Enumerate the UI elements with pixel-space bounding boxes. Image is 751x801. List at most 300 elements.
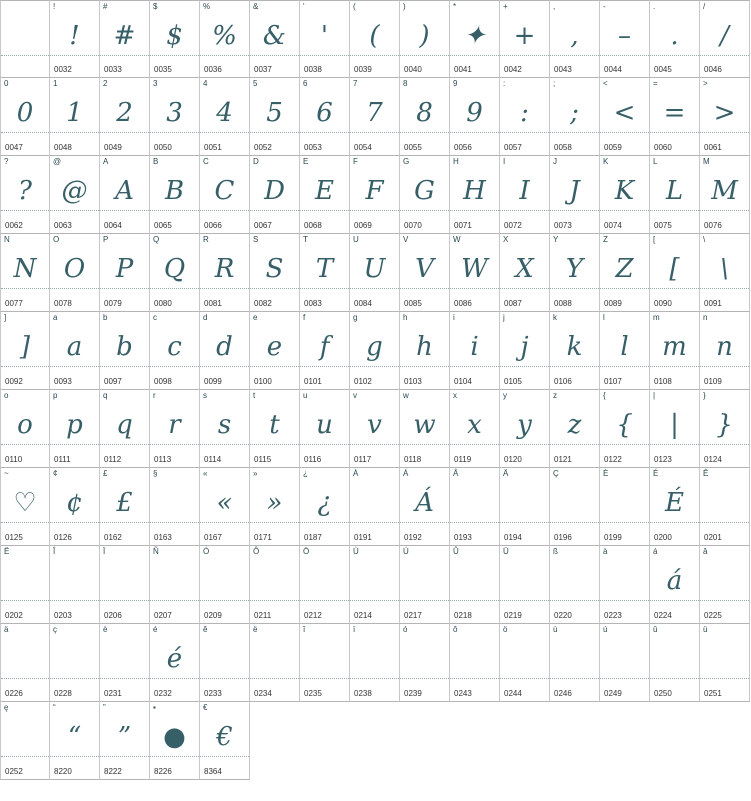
character-code: 0249 — [604, 689, 622, 698]
character-cell[interactable] — [500, 468, 550, 546]
character-label: Â — [453, 469, 459, 478]
character-label: ó — [403, 625, 408, 634]
character-cell[interactable] — [700, 624, 750, 702]
baseline-guide — [200, 288, 249, 289]
character-cell[interactable] — [550, 624, 600, 702]
character-code: 0066 — [204, 221, 222, 230]
character-label: â — [703, 547, 708, 556]
character-cell[interactable] — [400, 156, 450, 234]
character-label: . — [653, 2, 656, 11]
character-label: È — [603, 469, 609, 478]
character-code: 0058 — [554, 143, 572, 152]
character-cell[interactable] — [450, 468, 500, 546]
character-cell[interactable] — [50, 390, 100, 468]
character-cell[interactable] — [600, 78, 650, 156]
character-code: 0038 — [304, 65, 322, 74]
character-cell[interactable] — [200, 156, 250, 234]
character-glyph: Á — [415, 488, 434, 518]
character-cell[interactable] — [250, 624, 300, 702]
character-label: Z — [603, 235, 608, 244]
character-cell[interactable] — [150, 390, 200, 468]
character-cell[interactable] — [500, 234, 550, 312]
character-cell[interactable] — [700, 0, 750, 78]
character-glyph: 0 — [16, 98, 34, 128]
character-cell[interactable] — [300, 0, 350, 78]
character-glyph: | — [670, 410, 679, 440]
character-cell[interactable] — [0, 312, 50, 390]
character-code: 0105 — [504, 377, 522, 386]
character-cell[interactable] — [100, 624, 150, 702]
character-cell[interactable] — [100, 390, 150, 468]
character-code: 0206 — [104, 611, 122, 620]
character-cell[interactable] — [300, 624, 350, 702]
character-cell[interactable] — [150, 234, 200, 312]
character-cell[interactable] — [200, 624, 250, 702]
character-cell[interactable] — [400, 546, 450, 624]
baseline-guide — [100, 756, 149, 757]
character-code: 0201 — [704, 533, 722, 542]
character-cell[interactable] — [550, 546, 600, 624]
character-code: 8222 — [104, 767, 122, 776]
character-cell[interactable] — [350, 312, 400, 390]
character-glyph — [1, 13, 49, 59]
character-glyph: \ — [720, 254, 729, 284]
character-label: p — [53, 391, 58, 400]
baseline-guide — [150, 444, 199, 445]
character-cell[interactable] — [300, 312, 350, 390]
character-cell[interactable] — [0, 546, 50, 624]
character-cell[interactable] — [500, 78, 550, 156]
character-cell[interactable] — [700, 546, 750, 624]
baseline-guide — [300, 366, 349, 367]
character-cell[interactable] — [300, 156, 350, 234]
baseline-guide — [150, 132, 199, 133]
character-cell[interactable] — [450, 390, 500, 468]
baseline-guide — [200, 444, 249, 445]
character-glyph: s — [217, 410, 232, 440]
character-label: » — [253, 469, 258, 478]
character-cell[interactable] — [100, 234, 150, 312]
character-cell[interactable] — [650, 234, 700, 312]
character-cell[interactable] — [300, 78, 350, 156]
baseline-guide — [200, 55, 249, 56]
character-code: 0239 — [404, 689, 422, 698]
character-glyph: D — [264, 176, 285, 206]
baseline-guide — [450, 522, 499, 523]
character-cell[interactable] — [550, 0, 600, 78]
character-code: 0043 — [554, 65, 572, 74]
character-cell[interactable] — [450, 234, 500, 312]
character-cell[interactable] — [250, 78, 300, 156]
character-cell[interactable] — [200, 312, 250, 390]
character-label: B — [153, 157, 159, 166]
character-cell[interactable] — [100, 468, 150, 546]
character-label: 1 — [53, 79, 58, 88]
baseline-guide — [200, 600, 249, 601]
character-cell[interactable] — [0, 234, 50, 312]
character-cell[interactable] — [650, 312, 700, 390]
character-glyph: H — [463, 176, 486, 206]
character-glyph: T — [315, 254, 334, 284]
character-cell[interactable] — [350, 78, 400, 156]
character-cell[interactable] — [0, 624, 50, 702]
character-glyph — [600, 636, 649, 682]
character-cell[interactable] — [400, 390, 450, 468]
character-label: ” — [103, 703, 106, 712]
character-cell[interactable] — [150, 156, 200, 234]
character-cell[interactable] — [700, 468, 750, 546]
character-code: 0092 — [5, 377, 23, 386]
character-cell[interactable] — [600, 624, 650, 702]
character-cell[interactable] — [400, 78, 450, 156]
character-glyph: N — [13, 254, 37, 284]
character-cell[interactable] — [0, 390, 50, 468]
character-label: é — [153, 625, 158, 634]
character-label: c — [153, 313, 157, 322]
character-cell[interactable] — [200, 702, 250, 780]
character-cell[interactable] — [250, 390, 300, 468]
character-cell[interactable] — [300, 468, 350, 546]
character-cell[interactable] — [550, 312, 600, 390]
character-cell[interactable] — [0, 78, 50, 156]
baseline-guide — [500, 366, 549, 367]
character-label: Û — [453, 547, 459, 556]
baseline-guide — [200, 210, 249, 211]
character-cell[interactable] — [350, 390, 400, 468]
character-cell[interactable] — [250, 156, 300, 234]
character-label: A — [103, 157, 109, 166]
character-label: / — [703, 2, 706, 11]
character-cell[interactable] — [250, 234, 300, 312]
character-code: 0054 — [354, 143, 372, 152]
character-cell[interactable] — [150, 312, 200, 390]
baseline-guide — [650, 288, 699, 289]
character-code: 0075 — [654, 221, 672, 230]
character-label: v — [353, 391, 357, 400]
character-cell[interactable] — [350, 156, 400, 234]
character-label: - — [603, 2, 606, 11]
character-label: € — [203, 703, 208, 712]
character-cell[interactable] — [550, 156, 600, 234]
character-code: 0046 — [704, 65, 722, 74]
character-cell[interactable] — [50, 624, 100, 702]
baseline-guide — [550, 55, 599, 56]
character-code: 0218 — [454, 611, 472, 620]
character-label: ? — [4, 157, 9, 166]
character-glyph — [200, 636, 249, 682]
character-glyph: é — [166, 644, 183, 674]
character-cell[interactable] — [650, 624, 700, 702]
character-cell[interactable] — [100, 0, 150, 78]
baseline-guide — [400, 288, 449, 289]
baseline-guide — [200, 366, 249, 367]
character-cell[interactable] — [150, 468, 200, 546]
character-glyph: ] — [19, 332, 31, 362]
baseline-guide — [1, 522, 49, 523]
baseline-guide — [50, 132, 99, 133]
character-cell[interactable] — [550, 234, 600, 312]
character-glyph: ✦ — [463, 21, 486, 51]
character-cell[interactable] — [700, 390, 750, 468]
baseline-guide — [50, 55, 99, 56]
character-label: 9 — [453, 79, 458, 88]
character-label: Ñ — [153, 547, 159, 556]
character-label: § — [153, 469, 158, 478]
character-cell[interactable] — [650, 468, 700, 546]
character-glyph: ' — [320, 21, 329, 51]
character-code: 0064 — [104, 221, 122, 230]
character-cell[interactable] — [650, 546, 700, 624]
baseline-guide — [650, 444, 699, 445]
character-label: ï — [353, 625, 356, 634]
character-cell[interactable] — [500, 546, 550, 624]
character-cell[interactable] — [50, 468, 100, 546]
character-label: H — [453, 157, 459, 166]
character-cell[interactable] — [600, 390, 650, 468]
character-code: 0120 — [504, 455, 522, 464]
character-cell[interactable] — [650, 156, 700, 234]
character-cell[interactable] — [0, 702, 50, 780]
character-code: 0107 — [604, 377, 622, 386]
baseline-guide — [100, 678, 149, 679]
character-glyph — [1, 558, 49, 604]
character-code: 0252 — [5, 767, 23, 776]
character-cell[interactable] — [600, 156, 650, 234]
baseline-guide — [650, 522, 699, 523]
baseline-guide — [650, 366, 699, 367]
character-cell[interactable] — [600, 468, 650, 546]
character-code: 8226 — [154, 767, 172, 776]
character-label: O — [53, 235, 60, 244]
baseline-guide — [50, 678, 99, 679]
character-cell[interactable] — [200, 234, 250, 312]
baseline-guide — [450, 55, 499, 56]
character-cell[interactable] — [250, 312, 300, 390]
baseline-guide — [250, 678, 299, 679]
character-glyph: n — [716, 332, 733, 362]
character-code: 0073 — [554, 221, 572, 230]
character-cell[interactable] — [200, 78, 250, 156]
character-glyph: É — [665, 488, 684, 518]
character-cell[interactable] — [600, 0, 650, 78]
character-cell[interactable] — [250, 546, 300, 624]
character-glyph — [500, 558, 549, 604]
character-cell[interactable] — [150, 546, 200, 624]
baseline-guide — [450, 600, 499, 601]
character-code: 0098 — [154, 377, 172, 386]
baseline-guide — [500, 55, 549, 56]
character-cell[interactable] — [150, 78, 200, 156]
character-code: 0036 — [204, 65, 222, 74]
baseline-guide — [200, 756, 249, 757]
baseline-guide — [500, 444, 549, 445]
character-label: z — [553, 391, 557, 400]
baseline-guide — [650, 55, 699, 56]
character-cell[interactable] — [400, 468, 450, 546]
character-label: á — [653, 547, 658, 556]
character-cell[interactable] — [650, 78, 700, 156]
character-cell[interactable] — [50, 702, 100, 780]
character-code: 0071 — [454, 221, 472, 230]
baseline-guide — [150, 522, 199, 523]
character-cell[interactable] — [500, 0, 550, 78]
baseline-guide — [300, 678, 349, 679]
character-cell[interactable] — [200, 0, 250, 78]
character-glyph: g — [366, 332, 383, 362]
character-cell[interactable] — [400, 0, 450, 78]
character-row — [0, 78, 751, 156]
character-cell[interactable] — [50, 234, 100, 312]
character-cell[interactable] — [600, 546, 650, 624]
character-label: ! — [53, 2, 56, 11]
character-cell[interactable] — [650, 0, 700, 78]
character-code: 0187 — [304, 533, 322, 542]
character-glyph — [350, 558, 399, 604]
character-cell[interactable] — [50, 156, 100, 234]
character-cell[interactable] — [600, 312, 650, 390]
character-cell[interactable] — [300, 546, 350, 624]
character-cell[interactable] — [650, 390, 700, 468]
character-cell[interactable] — [350, 468, 400, 546]
character-code: 8220 — [54, 767, 72, 776]
character-code: 0035 — [154, 65, 172, 74]
character-glyph: b — [116, 332, 133, 362]
character-cell[interactable] — [350, 546, 400, 624]
character-cell[interactable] — [300, 234, 350, 312]
character-label: S — [253, 235, 259, 244]
character-glyph: u — [316, 410, 333, 440]
character-label: b — [103, 313, 108, 322]
character-glyph — [150, 480, 199, 526]
character-cell[interactable] — [500, 312, 550, 390]
character-cell[interactable] — [200, 390, 250, 468]
baseline-guide — [450, 132, 499, 133]
baseline-guide — [500, 600, 549, 601]
character-label: x — [453, 391, 457, 400]
character-code: 0219 — [504, 611, 522, 620]
character-cell[interactable] — [100, 78, 150, 156]
character-cell[interactable] — [500, 390, 550, 468]
character-cell[interactable] — [700, 312, 750, 390]
character-cell[interactable] — [550, 78, 600, 156]
character-glyph — [200, 558, 249, 604]
character-code: 0123 — [654, 455, 672, 464]
character-cell[interactable] — [400, 234, 450, 312]
character-label: } — [703, 391, 706, 400]
baseline-guide — [1, 210, 49, 211]
character-label: & — [253, 2, 259, 11]
character-label: \ — [703, 235, 706, 244]
character-cell[interactable] — [200, 468, 250, 546]
baseline-guide — [200, 522, 249, 523]
baseline-guide — [500, 210, 549, 211]
baseline-guide — [100, 210, 149, 211]
character-cell[interactable] — [0, 156, 50, 234]
character-label: 6 — [303, 79, 308, 88]
character-code: 0224 — [654, 611, 672, 620]
character-cell[interactable] — [500, 156, 550, 234]
character-glyph: I — [519, 176, 530, 206]
character-cell[interactable] — [700, 78, 750, 156]
character-glyph: # — [113, 21, 136, 51]
character-cell[interactable] — [50, 546, 100, 624]
character-cell[interactable] — [150, 702, 200, 780]
baseline-guide — [1, 366, 49, 367]
character-glyph: O — [63, 254, 86, 284]
character-glyph — [100, 636, 149, 682]
character-cell[interactable] — [50, 0, 100, 78]
character-cell[interactable] — [450, 0, 500, 78]
character-cell[interactable] — [0, 0, 50, 78]
character-cell[interactable] — [450, 624, 500, 702]
character-glyph: l — [620, 332, 629, 362]
character-cell[interactable] — [200, 546, 250, 624]
character-cell[interactable] — [300, 390, 350, 468]
character-cell[interactable] — [700, 234, 750, 312]
character-cell[interactable] — [250, 0, 300, 78]
character-label: < — [603, 79, 608, 88]
character-label: r — [153, 391, 156, 400]
character-glyph — [250, 558, 299, 604]
character-cell[interactable] — [250, 468, 300, 546]
character-cell[interactable] — [350, 624, 400, 702]
character-cell[interactable] — [100, 156, 150, 234]
character-cell[interactable] — [450, 546, 500, 624]
character-cell[interactable] — [600, 234, 650, 312]
character-code: 0040 — [404, 65, 422, 74]
character-glyph: G — [414, 176, 435, 206]
character-cell[interactable] — [100, 546, 150, 624]
baseline-guide — [450, 678, 499, 679]
character-cell[interactable] — [550, 390, 600, 468]
character-cell[interactable] — [50, 78, 100, 156]
character-cell[interactable] — [700, 156, 750, 234]
character-label: Î — [53, 547, 56, 556]
baseline-guide — [350, 55, 399, 56]
character-label: P — [103, 235, 109, 244]
character-code: 0065 — [154, 221, 172, 230]
character-code: 0062 — [5, 221, 23, 230]
character-cell[interactable] — [500, 624, 550, 702]
character-label: À — [353, 469, 359, 478]
baseline-guide — [650, 132, 699, 133]
character-cell[interactable] — [150, 624, 200, 702]
character-cell[interactable] — [150, 0, 200, 78]
character-cell[interactable] — [400, 624, 450, 702]
character-label: F — [353, 157, 358, 166]
character-cell[interactable] — [100, 312, 150, 390]
character-code: 0039 — [354, 65, 372, 74]
character-code: 0223 — [604, 611, 622, 620]
character-cell[interactable] — [100, 702, 150, 780]
character-cell[interactable] — [50, 312, 100, 390]
baseline-guide — [100, 366, 149, 367]
character-row — [0, 156, 751, 234]
character-cell[interactable] — [450, 312, 500, 390]
character-cell[interactable] — [450, 156, 500, 234]
character-cell[interactable] — [450, 78, 500, 156]
character-cell[interactable] — [350, 0, 400, 78]
character-code: 0200 — [654, 533, 672, 542]
character-label: u — [303, 391, 308, 400]
character-cell[interactable] — [350, 234, 400, 312]
character-glyph — [500, 636, 549, 682]
character-cell[interactable] — [550, 468, 600, 546]
empty-area — [250, 702, 751, 780]
character-cell[interactable] — [400, 312, 450, 390]
character-cell[interactable] — [0, 468, 50, 546]
baseline-guide — [300, 444, 349, 445]
